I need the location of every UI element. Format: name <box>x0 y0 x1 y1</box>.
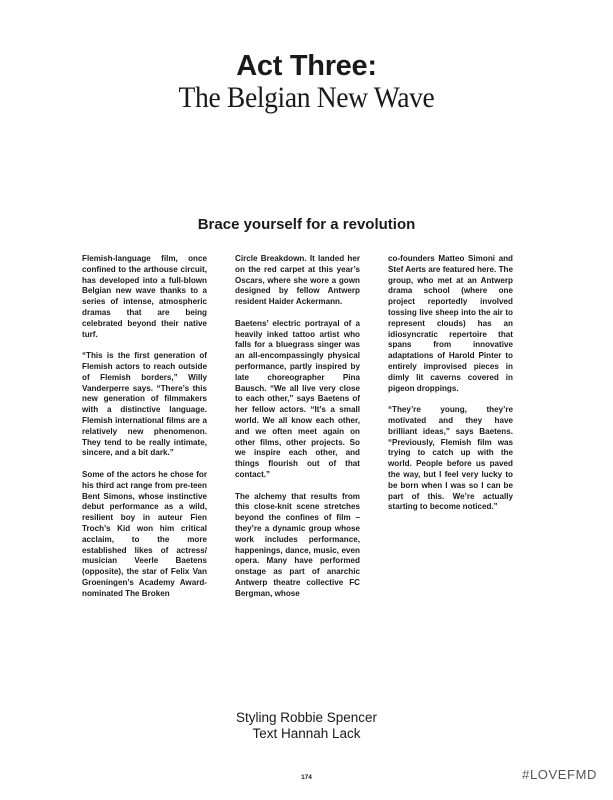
paragraph: “They’re young, they’re motivated and they have brilliant ideas,” says Baetens. “Previously, Flemish film was trying to catch up with the world. People before us paved the way, but I feel very lucky to be born when I was so I can be part of this. We’re actually starting to become noticed.” <box>388 405 513 512</box>
page-number: 174 <box>301 774 312 781</box>
paragraph: “This is the first generation of Flemish actors to reach outside of Flemish borders,” Willy Vanderperre says. “There’s this new generation of filmmakers with a distinctive language. Flemish international films are a relatively new phenomenon. They tend to be really intimate, sincere, and a bit dark.” <box>82 351 207 458</box>
deck-subtitle: Brace yourself for a revolution <box>197 216 416 233</box>
article-column-1 <box>82 254 207 610</box>
paragraph: The alchemy that results from this close-knit scene stretches beyond the confines of film – they’re a dynamic group whose work includes performance, happenings, dance, music, even opera. Many have performed onstage as part of anarchic Antwerp theatre collective FC Bergman, whose <box>235 491 360 598</box>
watermark: #LOVEFMD <box>522 767 597 782</box>
paragraph: co-founders Matteo Simoni and Stef Aerts are featured here. The group, who met at an Antwerp drama school (where one project reportedly involved tossing live sheep into the air to represent clouds) has an idiosyncratic repertoire that spans from innovative adaptations of Harold Pinter to entirely improvised pieces in dimly lit caverns covered in pigeon droppings. <box>388 254 513 393</box>
article-column-3 <box>388 254 513 524</box>
text-credit: Text Hannah Lack <box>252 726 361 741</box>
headline-line-1: Act Three: <box>236 50 377 82</box>
paragraph: Circle Breakdown. It landed her on the red carpet at this year’s Oscars, where she wore a gown designed by fellow Antwerp resident Haider Ackermann. <box>235 254 360 307</box>
paragraph: Flemish-language film, once confined to the arthouse circuit, has developed into a full-blown Belgian new wave thanks to a series of intense, atmospheric dramas that are being celebrated beyond their native turf. <box>82 254 207 339</box>
paragraph: Some of the actors he chose for his third act range from pre-teen Bent Simons, whose instinctive debut performance as a wild, resilient boy in auteur Fien Troch’s Kid won him critical acclaim, to the more established likes of actress/ musician Veerle Baetens (opposite), the star of Felix Van Groeningen’s Academy Award-nominated The Broken <box>82 469 207 598</box>
styling-credit: Styling Robbie Spencer <box>235 710 378 725</box>
paragraph: Baetens’ electric portrayal of a heavily inked tattoo artist who falls for a bluegrass singer was an all-encompassingly physical performance, partly inspired by late choreographer Pina Bausch. “We all live very close to each other,” says Baetens of her fellow actors. “It’s a small world. We all know each other, and we often meet again on other films, other projects. So we inspire each other, and things flourish out of that contact.” <box>235 318 360 479</box>
article-column-2 <box>235 254 360 610</box>
headline-line-2: The Belgian New Wave <box>178 81 435 114</box>
credits <box>0 710 613 742</box>
